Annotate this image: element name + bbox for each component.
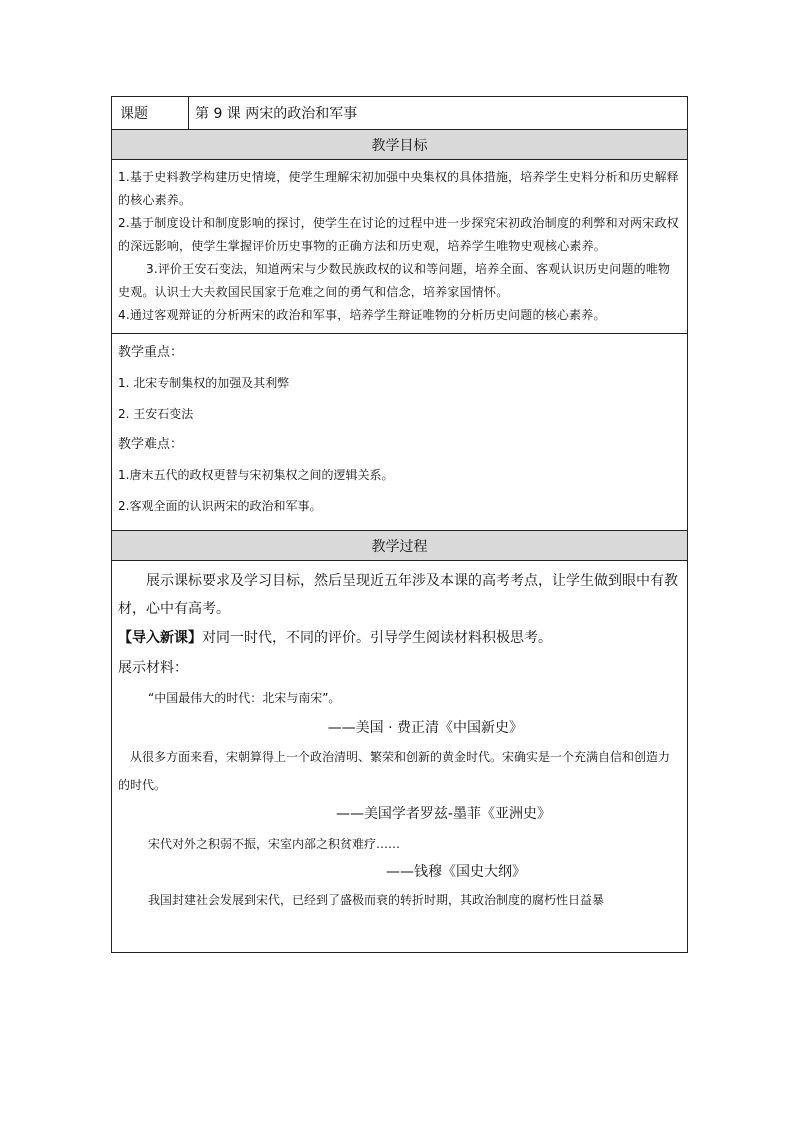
lead-in (118, 623, 681, 653)
key-point-item: 2. 王安石变法 (118, 407, 194, 421)
lead-in-text: 对同一时代，不同的评价。引导学生阅读材料积极思考。 (202, 630, 552, 646)
material-quote: 宋代对外之积弱不振，宋室内部之积贫难疗…… (148, 837, 401, 851)
key-point-item: 1. 北宋专制集权的加强及其利弊 (118, 376, 290, 390)
material-source: ——美国 · 费正清《中国新史》 (327, 720, 523, 736)
material-quote: 我国封建社会发展到宋代，已经到了盛极而衰的转折时期，其政治制度的腐朽性日益暴 (148, 893, 605, 907)
objective-item: 4.通过客观辩证的分析两宋的政治和军事，培养学生辩证唯物的分析历史问题的核心素养。 (118, 308, 606, 322)
title-label: 课题 (112, 97, 189, 129)
key-points-title: 教学重点： (118, 345, 184, 360)
difficult-point-item: 2.客观全面的认识两宋的政治和军事。 (118, 499, 322, 513)
process-section (112, 561, 687, 952)
process-heading: 教学过程 (112, 531, 687, 561)
lesson-plan-table (111, 96, 688, 953)
objectives-heading: 教学目标 (112, 130, 687, 160)
process-intro: 展示课标要求及学习目标，然后呈现近五年涉及本课的高考考点，让学生做到眼中有教材，心中有高考。 (118, 573, 678, 617)
objective-item: 3.评价王安石变法，知道两宋与少数民族政权的议和等问题，培养全面、客观认识历史问题的唯物史观。认识士大夫救国民国家于危难之间的勇气和信念，培养家国情怀。 (118, 262, 671, 299)
material-quote: “中国最伟大的时代：北宋与南宋”。 (148, 691, 341, 705)
focus-section (112, 334, 687, 531)
objective-item: 1.基于史料教学构建历史情境，使学生理解宋初加强中央集权的具体措施，培养学生史料分析和历史解释的核心素养。 (118, 170, 679, 207)
objectives-section (112, 160, 687, 334)
difficult-points-title: 教学难点： (118, 437, 184, 452)
material-quote: 从很多方面来看，宋朝算得上一个政治清明、繁荣和创新的黄金时代。宋确实是一个充满自信和创造力的时代。 (118, 750, 671, 792)
lesson-title: 第 9 课 两宋的政治和军事 (195, 106, 358, 122)
objective-item: 2.基于制度设计和制度影响的探讨，使学生在讨论的过程中进一步探究宋初政治制度的利弊和对两宋政权的深远影响，使学生掌握评价历史事物的正确方法和历史观，培养学生唯物史观核心素养。 (118, 216, 679, 253)
material-source: ——钱穆《国史大纲》 (386, 864, 526, 880)
difficult-point-item: 1.唐末五代的政权更替与宋初集权之间的逻辑关系。 (118, 468, 394, 482)
title-row (112, 97, 687, 130)
material-source: ——美国学者罗兹-墨菲《亚洲史》 (335, 806, 551, 822)
lead-in-tag: 【导入新课】 (118, 630, 202, 646)
material-label: 展示材料： (118, 660, 188, 676)
